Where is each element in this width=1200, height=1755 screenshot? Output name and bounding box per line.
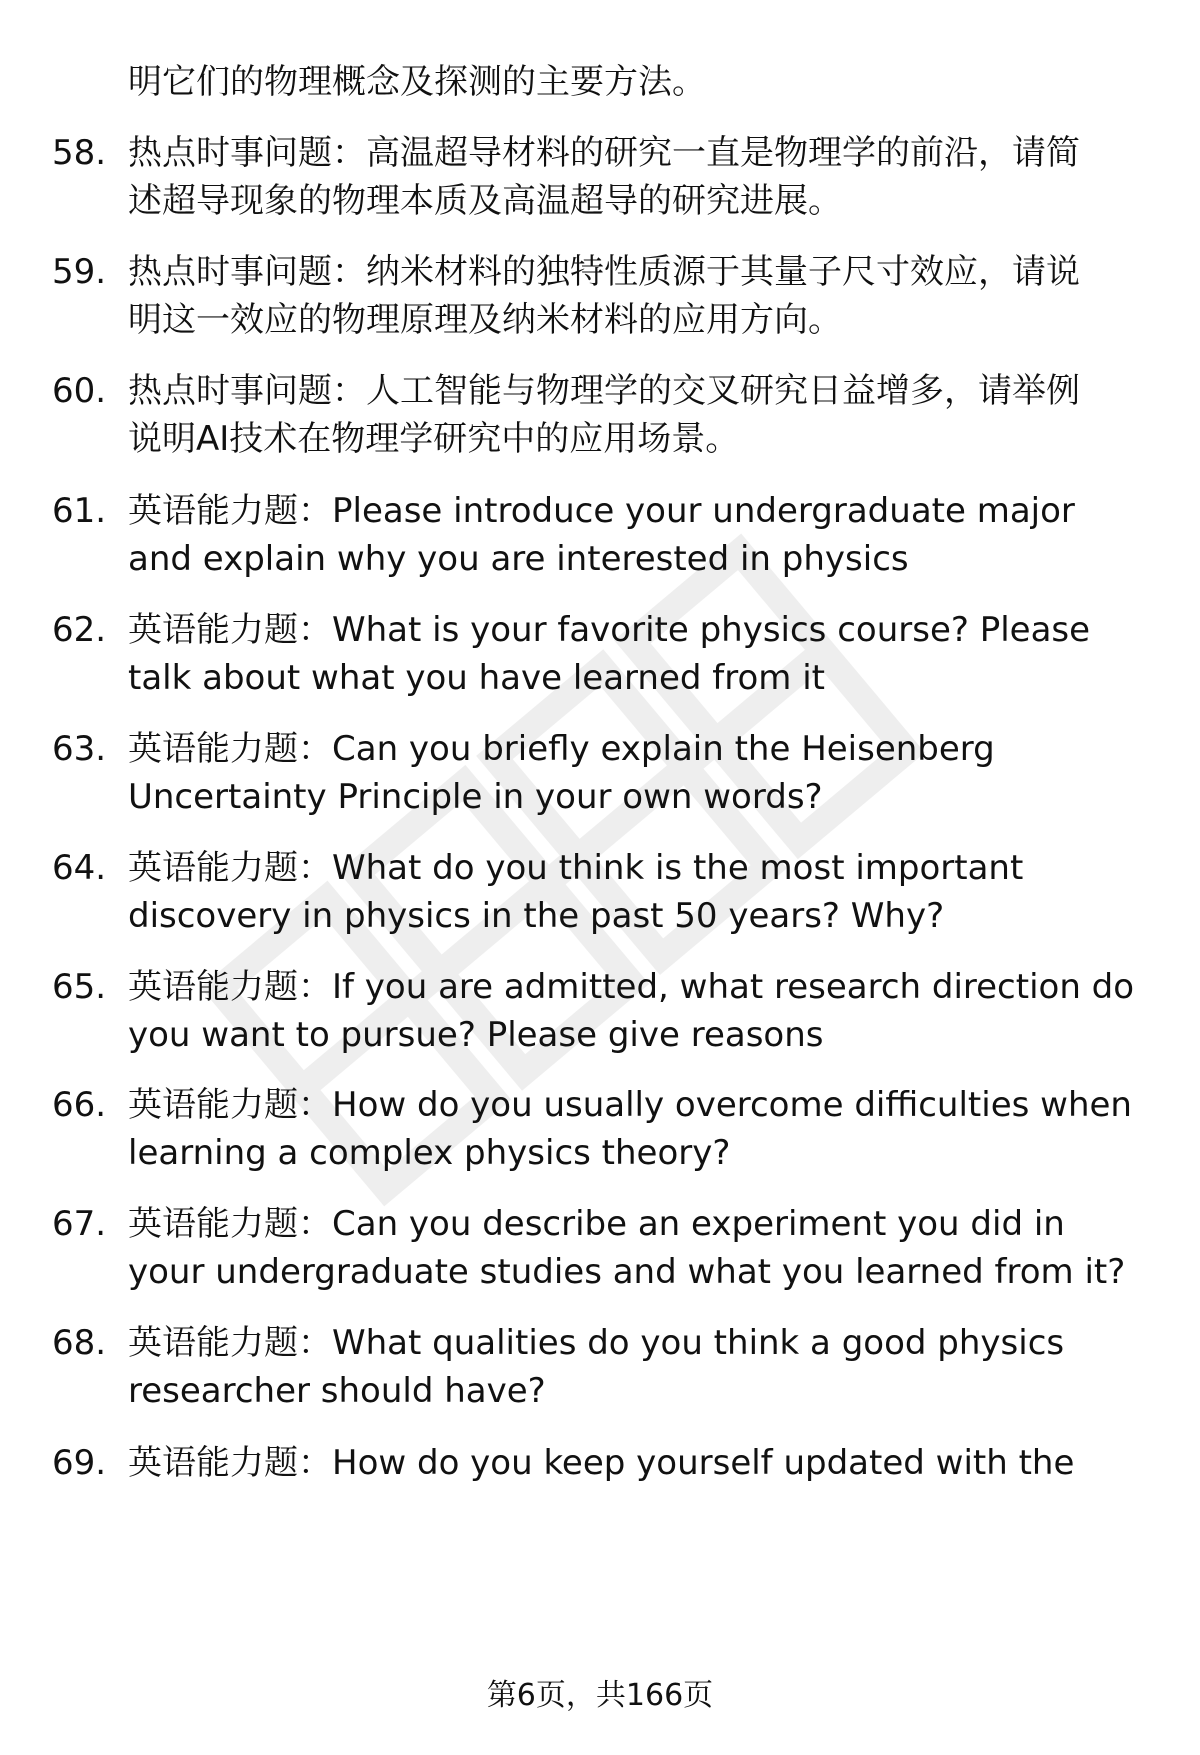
question-text: 英语能力题：Please introduce your undergraduate major and explain why you are interested in physics xyxy=(128,491,1075,579)
question-text: 热点时事问题：高温超导材料的研究一直是物理学的前沿，请简 述超导现象的物理本质及高温超导的研究进展。 xyxy=(128,133,1080,221)
question-number: 62. xyxy=(52,610,107,650)
question-text: 英语能力题：Can you describe an experiment you did in your undergraduate studies and what you learned from it? xyxy=(128,1204,1126,1292)
question-item xyxy=(52,606,1162,702)
question-item xyxy=(52,1081,1162,1177)
question-number: 65. xyxy=(52,967,107,1007)
question-text: 英语能力题：What qualities do you think a good physics researcher should have? xyxy=(128,1323,1065,1411)
question-text: 英语能力题：How do you keep yourself updated with the xyxy=(128,1443,1075,1483)
page-number-footer: 第6页，共166页 xyxy=(486,1678,714,1713)
question-number: 69. xyxy=(52,1443,107,1483)
question-number: 60. xyxy=(52,371,107,411)
question-text: 英语能力题：Can you briefly explain the Heisenberg Uncertainty Principle in your own words? xyxy=(128,729,995,817)
question-number: 61. xyxy=(52,491,107,531)
question-item xyxy=(52,963,1162,1059)
question-number: 66. xyxy=(52,1085,107,1125)
question-item xyxy=(52,1200,1162,1296)
question-item xyxy=(52,1439,1162,1487)
question-item xyxy=(52,1319,1162,1415)
question-item xyxy=(52,248,1162,344)
question-text: 英语能力题：What is your favorite physics course? Please talk about what you have learned from it xyxy=(128,610,1091,698)
continued-question-text: 明它们的物理概念及探测的主要方法。 xyxy=(128,62,706,102)
question-number: 64. xyxy=(52,848,107,888)
question-number: 67. xyxy=(52,1204,107,1244)
question-item xyxy=(52,844,1162,940)
question-text: 英语能力题：How do you usually overcome difficulties when learning a complex physics theory? xyxy=(128,1085,1132,1173)
question-number: 63. xyxy=(52,729,107,769)
question-item xyxy=(52,487,1162,583)
question-number: 59. xyxy=(52,252,107,292)
question-item xyxy=(52,367,1162,463)
question-item xyxy=(52,725,1162,821)
question-text: 英语能力题：What do you think is the most important discovery in physics in the past 50 years? Why? xyxy=(128,848,1024,936)
question-number: 58. xyxy=(52,133,107,173)
question-text: 热点时事问题：纳米材料的独特性质源于其量子尺寸效应，请说 明这一效应的物理原理及纳米材料的应用方向。 xyxy=(128,252,1080,340)
question-item xyxy=(52,129,1162,225)
question-text: 英语能力题：If you are admitted, what research direction do you want to pursue? Please give reasons xyxy=(128,967,1135,1055)
question-number: 68. xyxy=(52,1323,107,1363)
question-text: 热点时事问题：人工智能与物理学的交叉研究日益增多，请举例 说明AI技术在物理学研究中的应用场景。 xyxy=(128,371,1080,459)
